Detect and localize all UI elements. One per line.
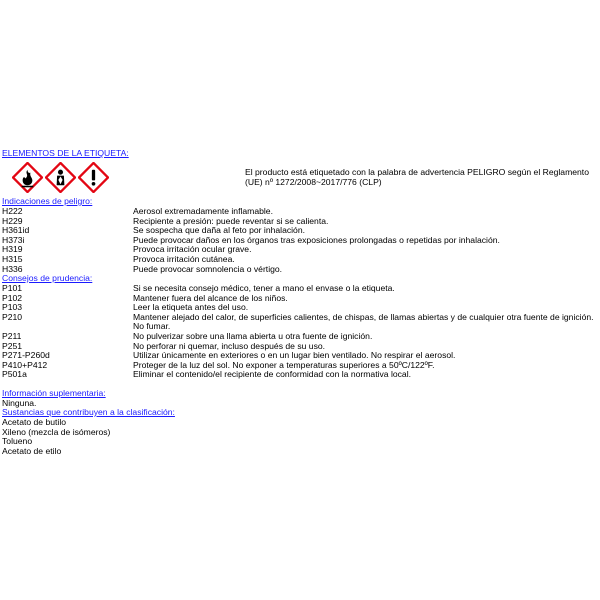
supplementary-info-heading: Información suplementaria: (2, 388, 106, 398)
precaution-text: Eliminar el contenido/el recipiente de conformidad con la normativa local. (133, 369, 412, 380)
list-item: Tolueno (2, 436, 33, 447)
hazard-code: H222 (2, 206, 23, 216)
precaution-row (2, 284, 600, 294)
hazard-code: H319 (2, 244, 23, 255)
precaution-code: P251 (2, 340, 23, 351)
hazard-code: H361id (2, 225, 30, 236)
precaution-code: P271-P260d (2, 350, 50, 361)
precaution-code: P210 (2, 311, 23, 322)
label-elements-heading: ELEMENTOS DE LA ETIQUETA: (2, 148, 129, 158)
hazard-code: H373i (2, 234, 25, 245)
hazard-text: Provoca irritación cutánea. (133, 253, 235, 264)
contributing-substances-list (2, 418, 110, 456)
precaution-text: No pulverizar sobre una llama abierta u otra fuente de ignición. (133, 330, 373, 341)
hazard-text: Provoca irritación ocular grave. (133, 244, 252, 255)
precaution-row (2, 294, 600, 304)
precaution-text: Mantener fuera del alcance de los niños. (133, 292, 288, 303)
hazard-statement-row (2, 236, 600, 246)
hazard-text: Aerosol extremadamente inflamable. (133, 206, 273, 216)
precaution-text: Leer la etiqueta antes del uso. (133, 302, 249, 313)
precaution-text: Utilizar únicamente en exteriores o en un lugar bien ventilado. No respirar el aerosol. (133, 350, 456, 361)
exclamation-pictogram-icon (78, 162, 109, 193)
precaution-code: P103 (2, 302, 23, 313)
hazard-code: H315 (2, 253, 23, 264)
precaution-row (2, 370, 600, 380)
precautionary-statements-heading: Consejos de prudencia: (2, 273, 93, 283)
hazard-statement-row (2, 255, 600, 265)
precautionary-statements-list (2, 284, 600, 380)
hazard-text: Puede provocar somnolencia o vértigo. (133, 263, 283, 274)
precaution-row (2, 313, 600, 332)
precaution-code: P211 (2, 330, 22, 341)
precaution-code: P501a (2, 369, 27, 380)
contributing-substances-heading: Sustancias que contribuyen a la clasificación: (2, 407, 175, 417)
list-item: Xileno (mezcla de isómeros) (2, 426, 111, 437)
hazard-text: Recipiente a presión: puede reventar si se calienta. (133, 215, 329, 226)
health-hazard-pictogram-icon (45, 162, 76, 193)
precaution-code: P410+P412 (2, 359, 48, 370)
list-item: Acetato de etilo (2, 445, 62, 456)
hazard-text: Se sospecha que daña al feto por inhalación. (133, 225, 306, 236)
precaution-code: P101 (2, 283, 23, 293)
hazard-statements-heading: Indicaciones de peligro: (2, 196, 93, 206)
precaution-text: Mantener alejado del calor, de superficies calientes, de chispas, de llamas abiertas y de cualquier otra fuente de ignición. No fumar. (133, 311, 594, 332)
precaution-text: No perforar ni quemar, incluso después de su uso. (133, 340, 326, 351)
hazard-statement-row (2, 245, 600, 255)
hazard-statements-list (2, 207, 600, 274)
hazard-text: Puede provocar daños en los órganos tras exposiciones prolongadas o repetidas por inhalación. (133, 234, 500, 245)
signal-word-statement: El producto está etiquetado con la palabra de advertencia PELIGRO según el Reglamento (UE) nº 1272/2008~2017/776 (CLP) (245, 167, 589, 187)
flame-pictogram-icon (12, 162, 43, 193)
precaution-text: Proteger de la luz del sol. No exponer a temperaturas superiores a 50ºC/122ºF. (133, 359, 435, 370)
supplementary-info-text: Ninguna. (2, 398, 37, 408)
hazard-code: H336 (2, 263, 23, 274)
precaution-text: Si se necesita consejo médico, tener a mano el envase o la etiqueta. (133, 283, 395, 293)
precaution-code: P102 (2, 292, 23, 303)
pictograms (12, 162, 109, 196)
list-item: Acetato de butilo (2, 417, 67, 427)
hazard-code: H229 (2, 215, 23, 226)
